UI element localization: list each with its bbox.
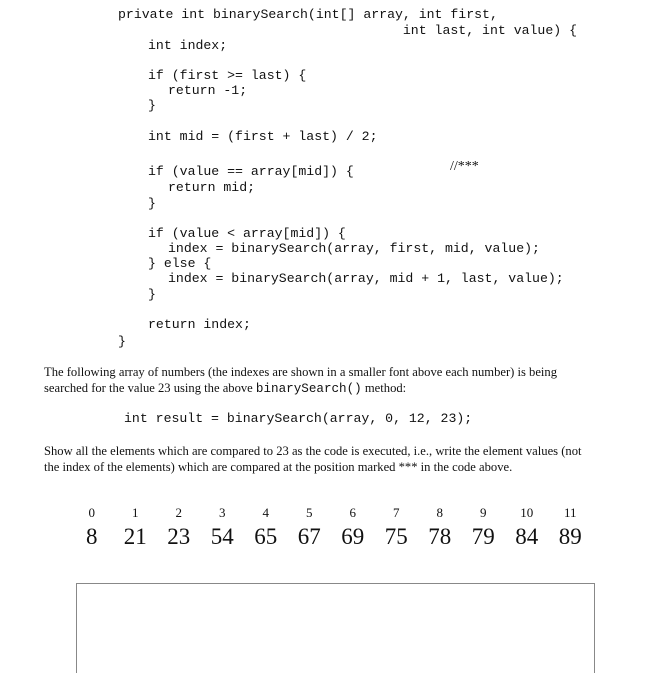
array-value: 69: [341, 524, 365, 549]
array-index: 6: [349, 505, 356, 520]
intro-text-after: method:: [361, 381, 407, 395]
array-index: 4: [262, 505, 269, 520]
code-line-close-brace-1: }: [148, 98, 156, 113]
array-value: 65: [254, 524, 278, 549]
array-value: 54: [210, 524, 234, 549]
code-line-recurse-left: index = binarySearch(array, first, mid, value);: [168, 241, 540, 256]
code-line-if-value-less: if (value < array[mid]) {: [148, 226, 346, 241]
code-line-signature-1: private int binarySearch(int[] array, int first,: [118, 7, 498, 22]
array-index: 3: [219, 505, 226, 520]
array-index: 11: [563, 505, 577, 520]
array-index: 5: [306, 505, 313, 520]
answer-box[interactable]: [76, 583, 595, 673]
array-index: 2: [175, 505, 182, 520]
array-index: 10: [520, 505, 534, 520]
intro-method-name: binarySearch(): [255, 382, 362, 396]
code-line-else: } else {: [148, 256, 212, 271]
code-line-mid: int mid = (first + last) / 2;: [148, 129, 378, 144]
code-line-close-brace-3: }: [148, 287, 156, 302]
code-line-declare-index: int index;: [148, 38, 228, 53]
code-line-if-value-equal: if (value == array[mid]) {: [148, 164, 354, 179]
array-index: 9: [480, 505, 487, 520]
instruction-paragraph: Show all the elements which are compared to 23 as the code is executed, i.e., write the element values (not the index of the elements) which are compared at the position marked *** in the code above.: [44, 444, 582, 474]
array-value-row: [70, 524, 592, 550]
array-value: 75: [384, 524, 408, 549]
array-display: [70, 505, 592, 550]
array-index: 1: [132, 505, 139, 520]
intro-paragraph: [44, 364, 596, 397]
array-value: 21: [123, 524, 147, 549]
call-line: int result = binarySearch(array, 0, 12, 23);: [124, 411, 473, 426]
code-line-return-mid: return mid;: [168, 180, 256, 195]
array-value: 84: [515, 524, 539, 549]
code-line-close-brace-2: }: [148, 196, 156, 211]
array-index-row: [70, 505, 592, 521]
array-index: 0: [88, 505, 95, 520]
code-line-close-method: }: [118, 334, 126, 349]
array-index: 8: [436, 505, 443, 520]
array-value: 23: [167, 524, 191, 549]
array-index: 7: [393, 505, 400, 520]
array-value: 89: [558, 524, 582, 549]
array-value: 78: [428, 524, 452, 549]
code-line-signature-2: int last, int value) {: [118, 23, 577, 38]
code-line-return-index: return index;: [148, 317, 251, 332]
array-value: 79: [471, 524, 495, 549]
intro-text-before: The following array of numbers (the indexes are shown in a smaller font above each number) is being searched for the value 23 using the above: [44, 365, 558, 395]
code-marker-comment: //***: [450, 159, 479, 174]
code-line-if-first-last: if (first >= last) {: [148, 68, 307, 83]
code-line-return-minus-one: return -1;: [168, 83, 248, 98]
array-value: 67: [297, 524, 321, 549]
code-line-recurse-right: index = binarySearch(array, mid + 1, last, value);: [168, 271, 564, 286]
array-value: 8: [86, 524, 98, 549]
